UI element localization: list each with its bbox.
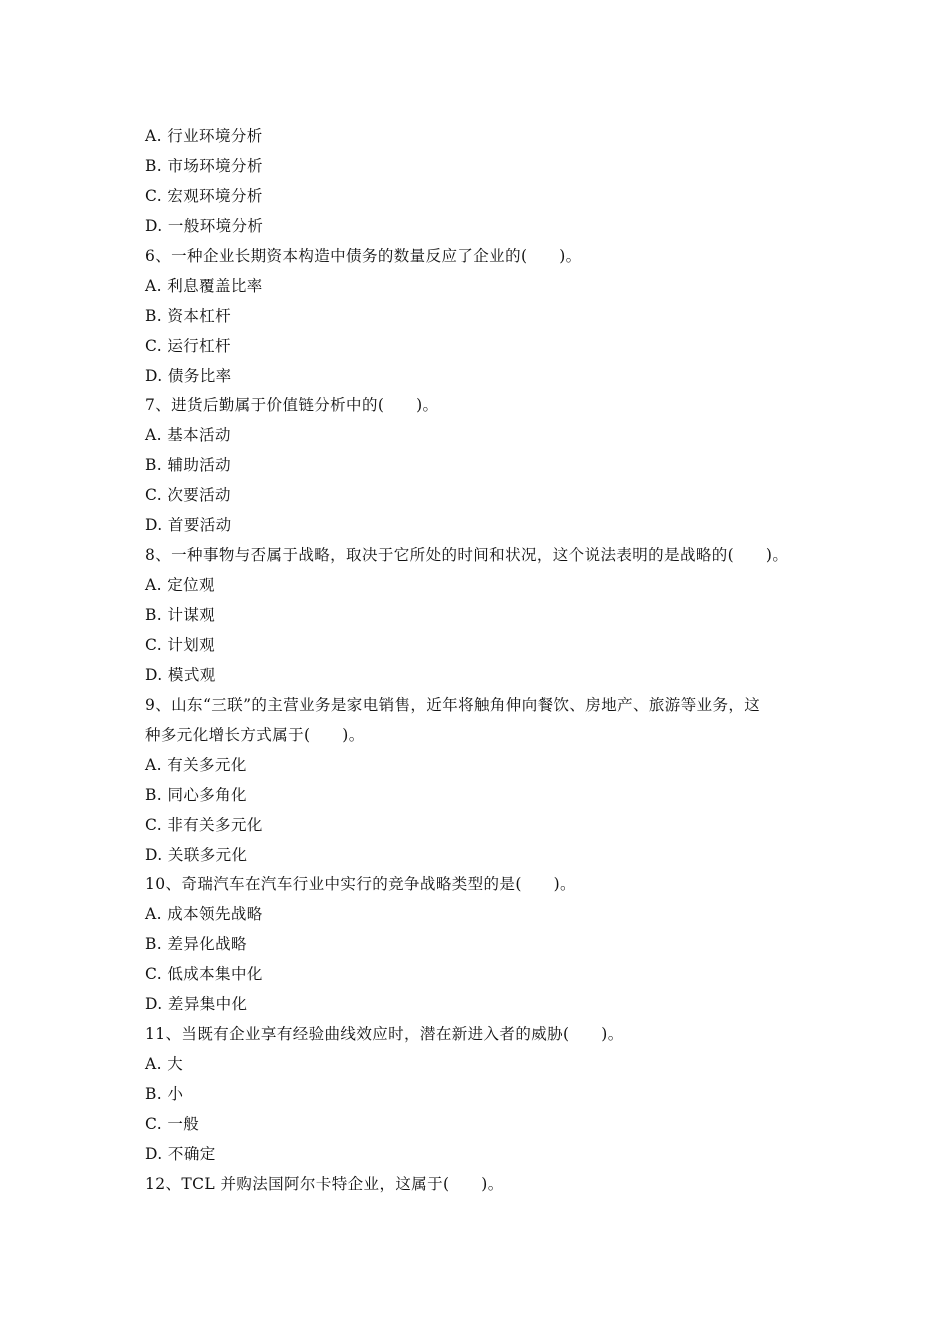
q6-option-a: A. 利息覆盖比率	[145, 276, 263, 295]
q7-option-b: B. 辅助活动	[145, 456, 232, 475]
question-8: 8、一种事物与否属于战略，取决于它所处的时间和状况，这个说法表明的是战略的( )。	[145, 546, 789, 565]
q8-option-a: A. 定位观	[145, 576, 215, 595]
question-9-line-1: 9、山东“三联”的主营业务是家电销售，近年将触角伸向餐饮、房地产、旅游等业务，这	[145, 695, 761, 714]
question-7: 7、进货后勤属于价值链分析中的( )。	[145, 396, 439, 415]
option-c-macro-environment: C. 宏观环境分析	[145, 186, 263, 205]
q7-option-a: A. 基本活动	[145, 426, 231, 445]
q9-option-d: D. 关联多元化	[145, 845, 248, 864]
q8-option-d: D. 模式观	[145, 665, 216, 684]
q11-option-d: D. 不确定	[145, 1144, 216, 1163]
q10-option-b: B. 差异化战略	[145, 935, 247, 954]
q8-option-c: C. 计划观	[145, 635, 216, 654]
question-6: 6、一种企业长期资本构造中债务的数量反应了企业的( )。	[145, 246, 582, 265]
q10-option-c: C. 低成本集中化	[145, 965, 263, 984]
option-a-industry-environment: A. 行业环境分析	[145, 127, 263, 145]
q9-option-a: A. 有关多元化	[145, 755, 247, 774]
question-9-line-2: 种多元化增长方式属于( )。	[145, 725, 365, 744]
q11-option-b: B. 小	[145, 1085, 184, 1103]
option-b-market-environment: B. 市场环境分析	[145, 156, 263, 175]
q8-option-b: B. 计谋观	[145, 606, 216, 624]
q10-option-a: A. 成本领先战略	[145, 905, 263, 924]
q6-option-d: D. 债务比率	[145, 366, 232, 385]
q9-option-c: C. 非有关多元化	[145, 815, 263, 834]
q11-option-c: C. 一般	[145, 1114, 200, 1133]
option-d-general-environment: D. 一般环境分析	[145, 216, 264, 235]
question-12: 12、TCL 并购法国阿尔卡特企业，这属于( )。	[145, 1174, 504, 1193]
q10-option-d: D. 差异集中化	[145, 995, 248, 1014]
q6-option-c: C. 运行杠杆	[145, 336, 231, 355]
question-11: 11、当既有企业享有经验曲线效应时，潜在新进入者的威胁( )。	[145, 1025, 624, 1044]
q7-option-c: C. 次要活动	[145, 486, 231, 505]
q11-option-a: A. 大	[145, 1055, 184, 1074]
q7-option-d: D. 首要活动	[145, 516, 232, 535]
q6-option-b: B. 资本杠杆	[145, 306, 232, 325]
document-page	[145, 122, 825, 1200]
q9-option-b: B. 同心多角化	[145, 785, 247, 804]
question-10: 10、奇瑞汽车在汽车行业中实行的竞争战略类型的是( )。	[145, 875, 576, 894]
